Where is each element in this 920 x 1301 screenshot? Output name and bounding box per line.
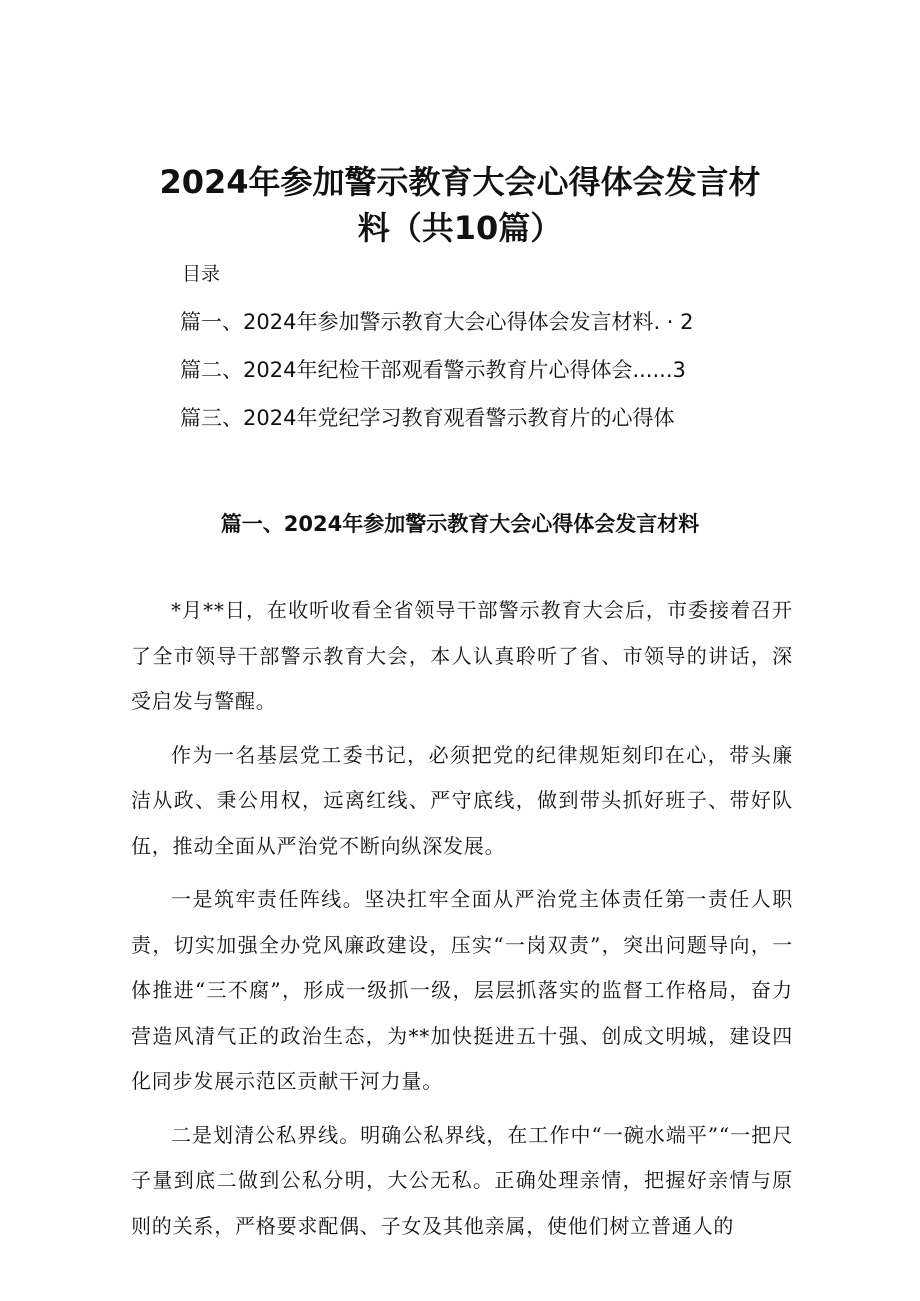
document-title-line-1: 2024年参加警示教育大会心得体会发言材 (159, 163, 761, 202)
paragraph-3: 一是筑牢责任阵线。坚决扛牢全面从严治党主体责任第一责任人职责，切实加强全办党风廉政建设，压实“一岗双责”，突出问题导向，一体推进“三不腐”，形成一级抓一级，层层抓落实的监督工作格局，奋力营造风清气正的政治生态，为**加快挺进五十强、创成文明城，建设四化同步发展示范区贡献干河力量。 (131, 887, 793, 1093)
paragraph-2: 作为一名基层党工委书记，必须把党的纪律规矩刻印在心，带头廉洁从政、秉公用权，远离红线、严守底线，做到带头抓好班子、带好队伍，推动全面从严治党不断向纵深发展。 (131, 742, 793, 858)
toc-item-1[interactable]: 篇一、2024年参加警示教育大会心得体会发言材料. · 2 (180, 310, 694, 334)
toc-item-2[interactable]: 篇二、2024年纪检干部观看警示教育片心得体会......3 (180, 358, 686, 382)
table-of-contents (180, 308, 694, 452)
document-title-line-2: 料（共10篇） (357, 209, 563, 248)
paragraph-4: 二是划清公私界线。明确公私界线，在工作中“一碗水端平”“一把尺子量到底二做到公私分明，大公无私。正确处理亲情，把握好亲情与原则的关系，严格要求配偶、子女及其他亲属，使他们树立普通人的 (131, 1122, 793, 1238)
toc-heading: 目录 (182, 263, 221, 285)
toc-item-3[interactable]: 篇三、2024年党纪学习教育观看警示教育片的心得体 (180, 406, 675, 430)
section-heading: 篇一、2024年参加警示教育大会心得体会发言材料 (220, 512, 700, 537)
section-body (131, 588, 793, 1257)
paragraph-1: *月**日，在收听收看全省领导干部警示教育大会后，市委接着召开了全市领导干部警示教育大会，本人认真聆听了省、市领导的讲话，深受启发与警醒。 (131, 598, 793, 713)
document-title (130, 159, 790, 251)
